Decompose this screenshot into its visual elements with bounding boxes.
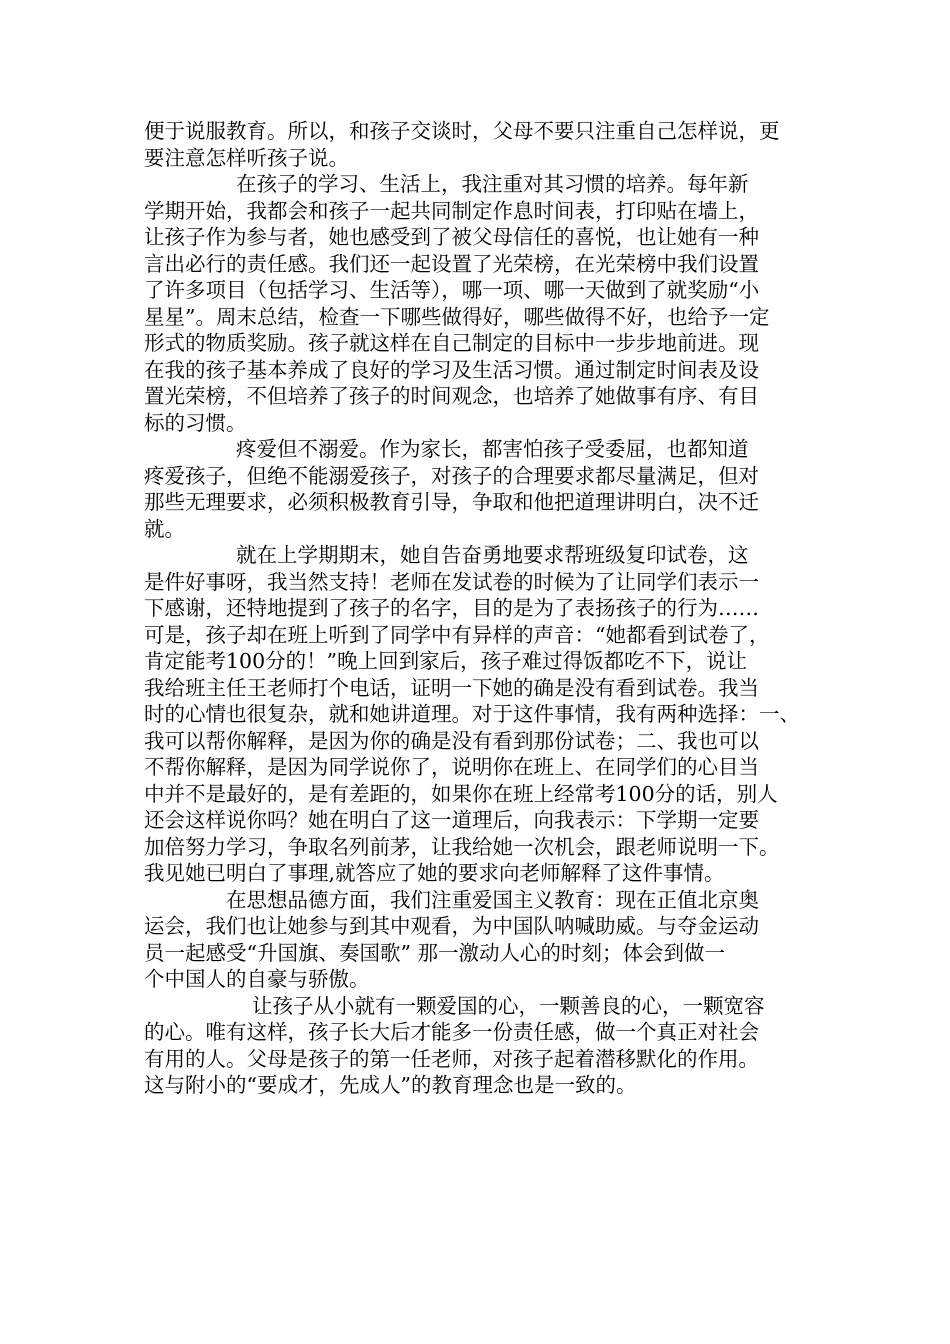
text-line: 要注意怎样听孩子说。: [144, 145, 349, 170]
text-line: 我可以帮你解释，是因为你的确是没有看到那份试卷；二、我也可以: [144, 728, 759, 753]
paragraph: [144, 887, 808, 993]
text-line: 就。: [144, 516, 185, 541]
text-line: 可是，孩子却在班上听到了同学中有异样的声音：“她都看到试卷了，: [144, 622, 770, 647]
text-line: 个中国人的自豪与骄傲。: [144, 967, 370, 991]
text-line: 让孩子作为参与者，她也感受到了被父母信任的喜悦，也让她有一种: [144, 225, 759, 249]
paragraph: [144, 993, 808, 1099]
text-line: 便于说服教育。所以，和孩子交谈时，父母不要只注重自己怎样说，更: [144, 119, 780, 143]
text-line: 就在上学期期末，她自告奋勇地要求帮班级复印试卷，这: [236, 543, 749, 567]
text-line: 运会，我们也让她参与到其中观看，为中国队呐喊助威。与夺金运动: [144, 914, 759, 938]
text-line: 置光荣榜，不但培养了孩子的时间观念，也培养了她做事有序、有目: [144, 384, 759, 408]
text-line: 下感谢，还特地提到了孩子的名字，目的是为了表扬孩子的行为……: [144, 596, 759, 620]
paragraph: [144, 436, 808, 542]
paragraph: [144, 171, 808, 436]
text-line: 我给班主任王老师打个电话，证明一下她的确是没有看到试卷。我当: [144, 675, 759, 700]
text-line: 学期开始，我都会和孩子一起共同制定作息时间表，打印贴在墙上，: [144, 198, 759, 223]
text-line: 星星”。周末总结，检查一下哪些做得好，哪些做得不好，也给予一定: [144, 304, 770, 329]
text-line: 言出必行的责任感。我们还一起设置了光荣榜，在光荣榜中我们设置: [144, 251, 759, 276]
text-line: 在思想品德方面，我们注重爱国主义教育：现在正值北京奥: [226, 887, 759, 912]
text-line: 形式的物质奖励。孩子就这样在自己制定的目标中一步步地前进。现: [144, 331, 759, 355]
paragraph: [144, 118, 808, 171]
text-line: 在孩子的学习、生活上，我注重对其习惯的培养。每年新: [236, 172, 749, 196]
text-line: 让孩子从小就有一颗爱国的心，一颗善良的心，一颗宽容: [252, 993, 765, 1018]
text-line: 肯定能考100分的！”晚上回到家后，孩子难过得饭都吃不下，说让: [144, 649, 748, 673]
text-line: 时的心情也很复杂，就和她讲道理。对于这件事情，我有两种选择：一、: [144, 702, 800, 726]
text-line: 标的习惯。: [144, 410, 247, 435]
text-line: 有用的人。父母是孩子的第一任老师，对孩子起着潜移默化的作用。: [144, 1046, 759, 1071]
text-line: 那些无理要求，必须积极教育引导，争取和他把道理讲明白，决不迁: [144, 490, 759, 514]
text-line: 疼爱孩子，但绝不能溺爱孩子，对孩子的合理要求都尽量满足，但对: [144, 463, 759, 488]
document-body: [144, 118, 808, 1099]
text-line: 的心。唯有这样，孩子长大后才能多一份责任感，做一个真正对社会: [144, 1020, 759, 1044]
text-line: 加倍努力学习，争取名列前茅，让我给她一次机会，跟老师说明一下。: [144, 834, 780, 859]
text-line: 这与附小的“要成才，先成人”的教育理念也是一致的。: [144, 1073, 637, 1097]
text-line: 员一起感受“升国旗、奏国歌” 那一激动人心的时刻；体会到做一: [144, 940, 725, 965]
text-line: 是件好事呀，我当然支持！老师在发试卷的时候为了让同学们表示一: [144, 569, 759, 594]
text-line: 了许多项目（包括学习、生活等），哪一项、哪一天做到了就奖励“小: [144, 278, 760, 302]
text-line: 我见她已明白了事理,就答应了她的要求向老师解释了这件事情。: [144, 861, 725, 885]
text-line: 在我的孩子基本养成了良好的学习及生活习惯。通过制定时间表及设: [144, 357, 759, 382]
paragraph: [144, 542, 808, 887]
text-line: 中并不是最好的，是有差距的，如果你在班上经常考100分的话，别人: [144, 781, 778, 806]
text-line: 不帮你解释，是因为同学说你了，说明你在班上、在同学们的心目当: [144, 755, 759, 779]
text-line: 还会这样说你吗？她在明白了这一道理后，向我表示：下学期一定要: [144, 808, 759, 832]
text-line: 疼爱但不溺爱。作为家长，都害怕孩子受委屈，也都知道: [236, 437, 749, 461]
